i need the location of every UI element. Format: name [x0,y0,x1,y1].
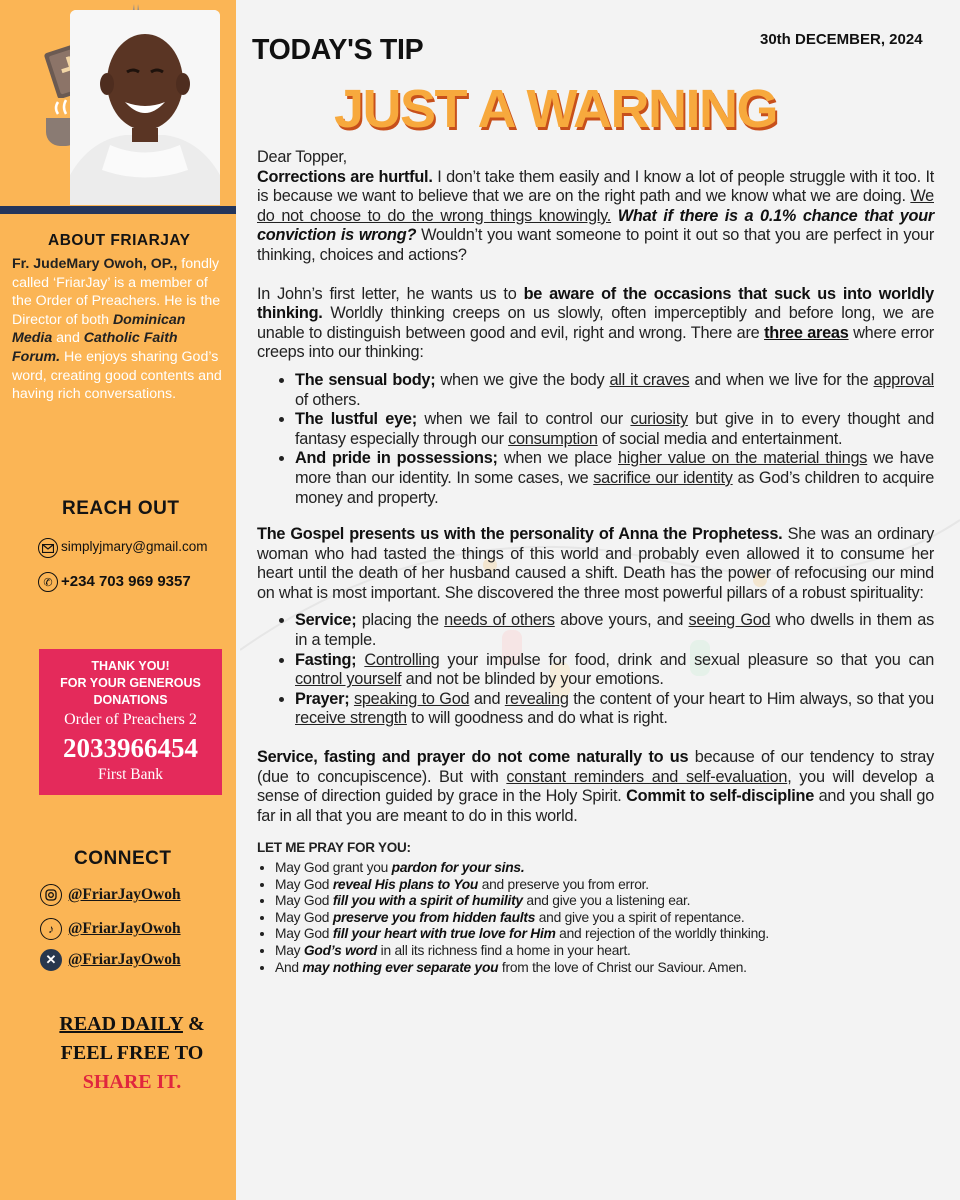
underlined-text: needs of others [444,611,555,630]
friarjay-portrait [70,10,220,205]
text: your impulse for food, drink and sexual pleasure so that you can [439,650,935,669]
pillars-list [295,611,934,729]
bold-text: And pride in possessions; [295,449,498,468]
text: when we give the body [435,370,610,389]
divider-bar [0,206,236,214]
text: the content of your heart to Him always, so that you [568,689,934,708]
text: I don’t take them easily and I know a lot of people struggle with it too. It is because we want to believe that we are on the right path and we know what we are doing. [257,167,934,206]
catholic-faith-forum: Catholic Faith Forum. [12,330,178,365]
bold-italic-text: pardon for your sins. [391,860,525,875]
bold-italic-text: God’s word [303,942,378,958]
text: in all its richness find a home in your heart. [377,942,631,958]
text: from the love of Christ our Saviour. Amen. [498,959,747,975]
bold-text: Commit to self-discipline [626,787,815,806]
text: and not be blinded by your emotions. [401,670,664,689]
post-date: 30th DECEMBER, 2024 [760,31,923,48]
about-text-part: fondly called ‘FriarJay’ is a member of the Order of Preachers. He is the Director of both [12,256,221,328]
underlined-text: constant reminders and self-evaluation [506,767,788,786]
list-item [295,371,934,410]
prayer-item [275,893,934,910]
bold-italic-text: preserve you from hidden faults [332,909,536,925]
prayer-item [275,943,934,960]
account-name: Order of Preachers 2 [64,711,197,728]
bold-italic-text: fill you with a spirit of humility [332,893,523,909]
text: Worldly thinking creeps on us slowly, often imperceptibly and before long, we are unable to distinguish between good and evil, right and wrong. There are [257,304,934,342]
underlined-text: revealing [504,689,569,708]
read-daily: READ DAILY [59,1013,183,1035]
email-contact[interactable] [38,538,231,558]
prayer-item [275,926,934,943]
bold-text: Service, fasting and prayer do not come naturally to us [257,748,689,767]
text: Wouldn’t you want someone to point it out so that you are perfect in your thinking, choices and actions? [257,226,934,264]
text: May God [275,909,333,925]
prayer-list [275,860,934,976]
bold-text: The lustful eye; [295,410,417,429]
text: and rejection of the worldly thinking. [555,926,770,942]
email-address[interactable]: simplyjmary@gmail.com [61,539,208,554]
reach-out-heading: REACH OUT [62,498,180,519]
bold-text: Prayer; [295,689,350,708]
bold-text: Fasting; [295,650,357,669]
text: May God [275,926,333,942]
text: because of our tendency to stray (due to concupiscence). But with [257,748,934,786]
instagram-handle[interactable]: @FriarJayOwoh [68,886,181,903]
text: as God’s children to acquire money and property. [295,468,934,507]
list-item [295,449,934,508]
underlined-text: curiosity [630,410,688,429]
underlined-text: receive strength [295,709,407,728]
phone-number[interactable]: +234 703 969 9357 [61,573,191,590]
text: above yours, and [554,611,689,630]
underlined-text: sacrifice our identity [593,468,733,487]
social-tiktok[interactable] [40,918,181,940]
instagram-icon [40,884,62,906]
text: placing the [356,611,445,630]
underlined-text: Controlling [364,650,440,669]
about-name: Fr. JudeMary Owoh, OP., [12,256,178,272]
x-icon: ✕ [40,949,62,971]
text: of others. [295,390,361,409]
paragraph-4 [257,748,934,826]
bold-italic-text: fill your heart with true love for Him [332,926,556,942]
text: who dwells in them as in a temple. [295,611,934,650]
list-item [295,690,934,729]
text: May God [275,876,333,892]
share-it: SHARE IT. [82,1071,182,1093]
text: and preserve you from error. [478,876,649,892]
read-daily-amp: & [182,1013,205,1035]
email-icon [38,538,58,558]
text: and when we live for the [689,370,874,389]
underlined-text: consumption [508,429,598,448]
about-heading: ABOUT FRIARJAY [48,232,191,249]
text: when we place [497,449,618,468]
feel-free: FEEL FREE TO [60,1042,204,1064]
phone-contact[interactable] [38,572,191,592]
text: and give you a listening ear. [522,893,691,909]
todays-tip-label: TODAY'S TIP [252,34,424,66]
account-number: 2033966454 [63,733,198,763]
about-text [12,255,227,404]
underlined-text: higher value on the material things [617,449,868,468]
prayer-item [275,910,934,927]
donation-line2: FOR YOUR GENEROUS [60,676,201,690]
social-instagram[interactable] [40,884,181,906]
about-text-part: He enjoys sharing God’s word, creating good contents and having rich conversations. [12,348,222,403]
text [611,207,618,225]
text: we have more than our identity. In some cases, we [295,449,934,487]
list-item [295,611,934,650]
paragraph-2 [257,285,934,363]
prayer-item [275,860,934,877]
text: , you will develop a sense of direction guided by grace in the Holy Spirit. [257,767,934,806]
list-item [295,651,934,690]
bold-underlined-text: three areas [764,323,849,342]
x-handle[interactable]: @FriarJayOwoh [68,951,181,968]
bold-text: Corrections are hurtful. [257,167,433,186]
bold-text: The sensual body; [295,370,436,389]
paragraph-3 [257,525,934,603]
underlined-text: We do not choose to do the wrong things knowingly. [257,187,934,225]
bold-text: be aware of the occasions that suck us into worldly thinking. [257,284,934,323]
three-areas-list [295,371,934,508]
bold-italic-text: reveal His plans to You [332,876,479,892]
tiktok-icon: ♪ [40,918,62,940]
text: of social media and entertainment. [597,429,843,448]
text: to will goodness and do what is right. [406,709,668,728]
greeting: Dear Topper, [257,148,347,166]
bank-name: First Bank [97,766,164,783]
text: May [275,942,304,958]
headline: JUST A WARNING [334,79,778,139]
text: when we fail to control our [416,410,631,429]
social-x[interactable] [40,949,181,971]
bold-text: The Gospel presents us with the personality of Anna the Prophetess. [257,525,783,544]
text: She was an ordinary woman who had tasted the things of this world and probably even allowed it to consume her heart until the death of her husband caused a shift. Death has the power of refocusing our mind on what is most important. She discovered the three most powerful pillars of a robust spirituality: [257,525,934,602]
donation-box [39,649,222,795]
bold-italic-text: may nothing ever separate you [302,959,499,975]
bold-italic-text: What if there is a 0.1% chance that your conviction is wrong? [257,206,934,245]
sidebar [0,0,236,1200]
underlined-text: all it craves [609,370,690,389]
underlined-text: seeing God [688,611,771,630]
underlined-text: control yourself [295,670,402,689]
article-body [257,148,934,995]
tiktok-handle[interactable]: @FriarJayOwoh [68,920,181,937]
prayer-item [275,960,934,977]
underlined-text: approval [873,370,934,389]
text: and [469,689,505,708]
read-daily-callout [32,1010,232,1097]
about-text-part: and [52,330,84,347]
donation-line1: THANK YOU! [91,659,170,673]
text: but give in to every thought and fantasy especially through our [295,410,934,448]
text: where error creeps into our thinking: [257,323,934,362]
text: In John’s first letter, he wants us to [257,284,524,303]
bold-text: Service; [295,611,357,630]
phone-icon: ✆ [38,572,58,592]
prayer-item [275,877,934,894]
underlined-text: speaking to God [353,689,470,708]
text: and you shall go far in all that you are meant to do in this world. [257,787,935,825]
prayer-heading: LET ME PRAY FOR YOU: [257,840,411,856]
connect-heading: CONNECT [74,848,172,869]
dominican-media: Dominican Media [12,311,186,347]
text: May God [275,893,333,909]
text: and give you a spirit of repentance. [535,909,745,925]
text: And [275,959,303,975]
list-item [295,410,934,449]
paragraph-1 [257,148,934,266]
text: May God grant you [275,860,392,875]
donation-line3: DONATIONS [93,693,168,707]
